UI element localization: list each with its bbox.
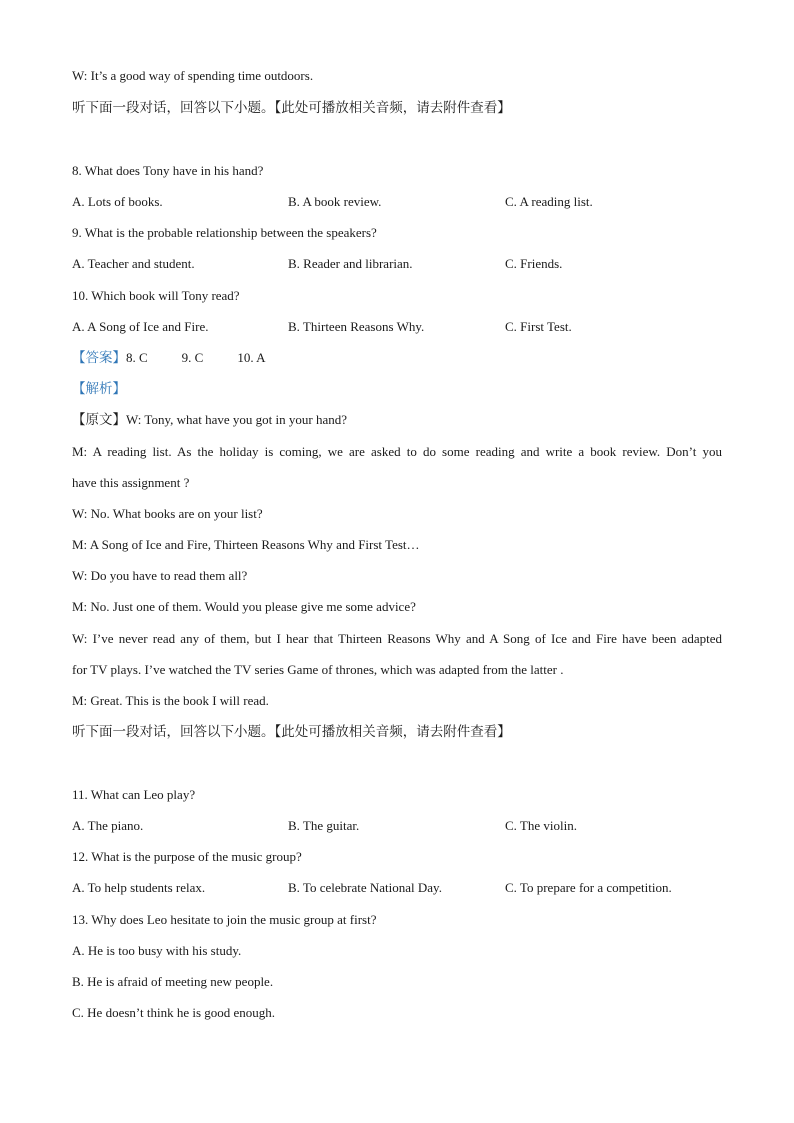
- dialogue-line: W: I’ve never read any of them, but I hear that Thirteen Reasons Why and A Song of Ice and Fire have been adapted: [72, 631, 722, 646]
- q12-option-b: B. To celebrate National Day.: [288, 880, 442, 895]
- answer-line: [72, 349, 266, 367]
- question-12: 12. What is the purpose of the music group?: [72, 849, 302, 864]
- dialogue-line: have this assignment ?: [72, 475, 190, 490]
- dialogue-line: W: Do you have to read them all?: [72, 568, 248, 583]
- original-label: 【原文】: [72, 412, 126, 428]
- q10-option-b: B. Thirteen Reasons Why.: [288, 319, 425, 334]
- listening-instruction: 听下面一段对话，回答以下小题。【此处可播放相关音频，请去附件查看】: [72, 100, 511, 116]
- listening-instruction: 听下面一段对话，回答以下小题。【此处可播放相关音频，请去附件查看】: [72, 724, 511, 740]
- q11-option-c: C. The violin.: [505, 818, 577, 833]
- q9-option-a: A. Teacher and student.: [72, 256, 195, 271]
- q13-option-b: B. He is afraid of meeting new people.: [72, 974, 274, 989]
- question-11: 11. What can Leo play?: [72, 787, 196, 802]
- q9-option-b: B. Reader and librarian.: [288, 256, 413, 271]
- analysis-label: 【解析】: [72, 381, 126, 397]
- q12-option-c: C. To prepare for a competition.: [505, 880, 672, 895]
- answer-10: 10. A: [237, 350, 266, 365]
- dialogue-line: for TV plays. I’ve watched the TV series Game of thrones, which was adapted from the latter .: [72, 662, 564, 677]
- q9-option-c: C. Friends.: [505, 256, 563, 271]
- q13-option-c: C. He doesn’t think he is good enough.: [72, 1005, 276, 1020]
- answer-8: 8. C: [126, 350, 148, 365]
- dialogue-line: W: No. What books are on your list?: [72, 506, 263, 521]
- q8-option-a: A. Lots of books.: [72, 194, 163, 209]
- q12-option-a: A. To help students relax.: [72, 880, 206, 895]
- original-first-line: W: Tony, what have you got in your hand?: [126, 412, 348, 427]
- dialogue-line: W: It’s a good way of spending time outdoors.: [72, 68, 314, 83]
- question-8: 8. What does Tony have in his hand?: [72, 163, 264, 178]
- question-9: 9. What is the probable relationship between the speakers?: [72, 225, 377, 240]
- dialogue-line: M: A Song of Ice and Fire, Thirteen Reasons Why and First Test…: [72, 537, 420, 552]
- question-13: 13. Why does Leo hesitate to join the music group at first?: [72, 912, 377, 927]
- answer-9: 9. C: [181, 350, 204, 365]
- q13-option-a: A. He is too busy with his study.: [72, 943, 242, 958]
- q10-option-c: C. First Test.: [505, 319, 572, 334]
- answer-label: 【答案】: [72, 350, 126, 366]
- transcript-line: [72, 411, 347, 429]
- dialogue-line: M: A reading list. As the holiday is coming, we are asked to do some reading and write a book review. Don’t you: [72, 444, 722, 459]
- dialogue-line: M: No. Just one of them. Would you please give me some advice?: [72, 599, 416, 614]
- q11-option-b: B. The guitar.: [288, 818, 360, 833]
- q10-option-a: A. A Song of Ice and Fire.: [72, 319, 209, 334]
- dialogue-line: M: Great. This is the book I will read.: [72, 693, 269, 708]
- question-10: 10. Which book will Tony read?: [72, 288, 240, 303]
- q8-option-c: C. A reading list.: [505, 194, 593, 209]
- q8-option-b: B. A book review.: [288, 194, 382, 209]
- q11-option-a: A. The piano.: [72, 818, 144, 833]
